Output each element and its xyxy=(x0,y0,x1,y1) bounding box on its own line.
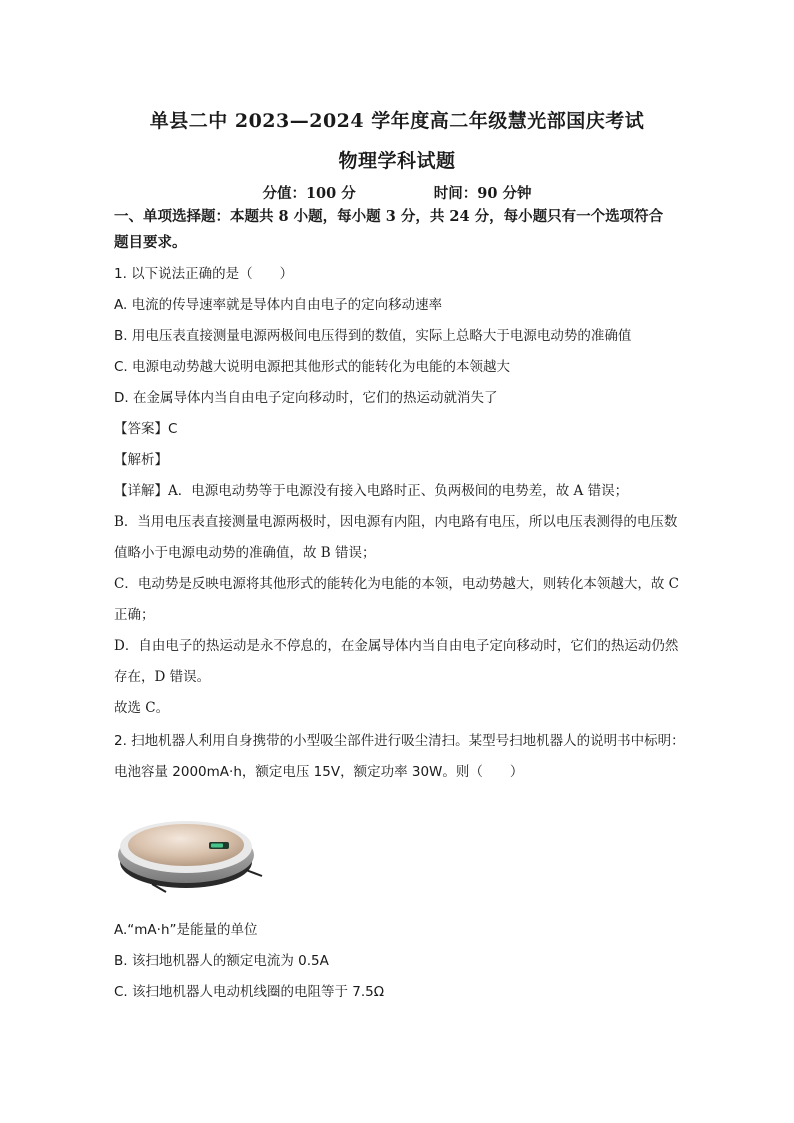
question-1-detail-line: C．电动势是反映电源将其他形式的能转化为电能的本领，电动势越大，则转化本领越大，故 C xyxy=(114,576,679,592)
exam-title: 单县二中 2023—2024 学年度高二年级慧光部国庆考试 xyxy=(149,110,645,132)
score-info: 分值：100 分 xyxy=(262,185,356,202)
question-1-stem: 1. 以下说法正确的是（ ） xyxy=(114,266,294,282)
question-1-detail-line: B．当用电压表直接测量电源两极时，因电源有内阻，内电路有电压，所以电压表测得的电压数 xyxy=(114,514,678,530)
question-1-detail-line: 正确； xyxy=(114,607,155,623)
question-1-option-c: C. 电源电动势越大说明电源把其他形式的能转化为电能的本领越大 xyxy=(114,359,511,375)
question-2-option-b: B. 该扫地机器人的额定电流为 0.5A xyxy=(114,953,329,969)
question-1-option-d: D. 在金属导体内当自由电子定向移动时，它们的热运动就消失了 xyxy=(114,390,498,406)
question-2-stem: 电池容量 2000mA·h，额定电压 15V，额定功率 30W。则（ ） xyxy=(114,764,524,780)
question-2-option-a: A.“mA·h”是能量的单位 xyxy=(114,922,258,938)
section-heading-line: 一、单项选择题：本题共 8 小题，每小题 3 分，共 24 分，每小题只有一个选项符合 xyxy=(114,208,664,225)
question-1-detail-line: 存在，D 错误。 xyxy=(114,669,211,685)
section-heading xyxy=(114,204,714,256)
question-2-stem: 2. 扫地机器人利用自身携带的小型吸尘部件进行吸尘清扫。某型号扫地机器人的说明书中标明： xyxy=(114,733,685,749)
question-1-detail-line: 【详解】A．电源电动势等于电源没有接入电路时正、负两极间的电势差，故 A 错误； xyxy=(114,483,629,499)
exam-subtitle: 物理学科试题 xyxy=(338,150,456,172)
question-1-detail-line: 值略小于电源电动势的准确值，故 B 错误； xyxy=(114,545,376,561)
exam-meta xyxy=(0,182,794,203)
question-1-detail-line: 故选 C。 xyxy=(114,700,170,716)
robot-vacuum-image xyxy=(114,800,264,896)
question-1-analysis-label: 【解析】 xyxy=(114,452,168,468)
question-1-option-a: A. 电流的传导速率就是导体内自由电子的定向移动速率 xyxy=(114,297,443,313)
question-1-option-b: B. 用电压表直接测量电源两极间电压得到的数值，实际上总略大于电源电动势的准确值 xyxy=(114,328,632,344)
time-info: 时间：90 分钟 xyxy=(433,185,532,202)
question-2-option-c: C. 该扫地机器人电动机线圈的电阻等于 7.5Ω xyxy=(114,984,385,1000)
question-1-answer: 【答案】C xyxy=(114,421,178,437)
section-heading-line: 题目要求。 xyxy=(114,234,187,251)
question-1-detail-line: D．自由电子的热运动是永不停息的，在金属导体内当自由电子定向移动时，它们的热运动仍然 xyxy=(114,638,679,654)
